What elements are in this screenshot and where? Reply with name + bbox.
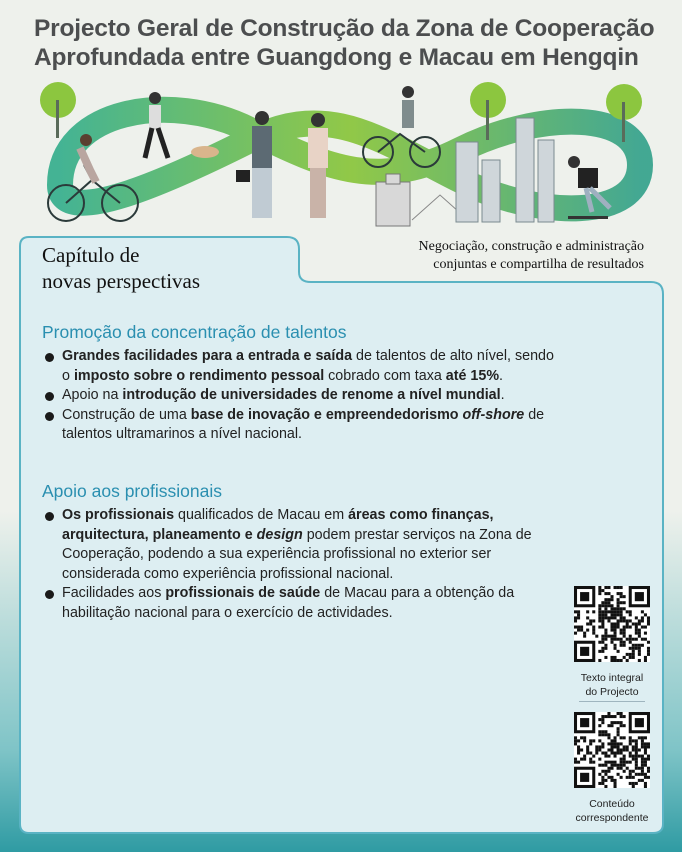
chapter-heading (42, 242, 200, 294)
qr-label-line-2: correspondente (575, 812, 649, 824)
list-item: Grandes facilidades para a entrada e saída de talentos de alto nível, sendo o imposto sobre o rendimento pessoal cobrado com taxa até 15%. (42, 347, 562, 386)
illustration (0, 70, 682, 230)
list-item: Construção de uma base de inovação e empreendedorismo off-shore de talentos ultramarinos a nível nacional. (42, 406, 562, 445)
qr-code-icon[interactable] (574, 586, 650, 662)
qr-label (571, 671, 653, 699)
list-item: Os profissionais qualificados de Macau em áreas como finanças, arquitectura, planeamento e design podem prestar serviços na Zona de Cooperação, podendo a sua experiência profissional no exterior ser considerada como experiência profissional nacional. (42, 506, 562, 584)
qr-full-text[interactable] (571, 586, 653, 699)
qr-related-content[interactable] (571, 712, 653, 825)
chapter-line-1: Capítulo de (42, 243, 140, 267)
bullet-list (42, 506, 562, 623)
qr-code-icon[interactable] (574, 712, 650, 788)
list-item: Apoio na introdução de universidades de renome a nível mundial. (42, 386, 562, 406)
section-professionals (42, 481, 562, 623)
title-line-2: Aprofundada entre Guangdong e Macau em Hengqin (34, 44, 639, 71)
qr-label-line-1: Texto integral (580, 672, 644, 684)
section-talents (42, 322, 562, 445)
chapter-line-2: novas perspectivas (42, 269, 201, 293)
page-title (34, 14, 654, 72)
subtitle-line-1: Negociação, construção e administração (418, 239, 644, 254)
subtitle (419, 238, 644, 274)
qr-label (571, 797, 653, 825)
qr-label-line-1: Conteúdo (589, 798, 635, 810)
bullet-list (42, 347, 562, 445)
divider (579, 701, 645, 702)
section-title: Promoção da concentração de talentos (42, 322, 347, 342)
businesswoman-icon (308, 113, 328, 218)
qr-label-line-2: do Projecto (585, 686, 639, 698)
list-item: Facilidades aos profissionais de saúde de Macau para a obtenção da habilitação nacional para o exercício de actividades. (42, 584, 562, 623)
section-title: Apoio aos profissionais (42, 481, 222, 501)
title-line-1: Projecto Geral de Construção da Zona de Cooperação (34, 15, 655, 42)
macau-ruins-icon (376, 174, 410, 226)
subtitle-line-2: conjuntas e compartilha de resultados (433, 257, 644, 272)
